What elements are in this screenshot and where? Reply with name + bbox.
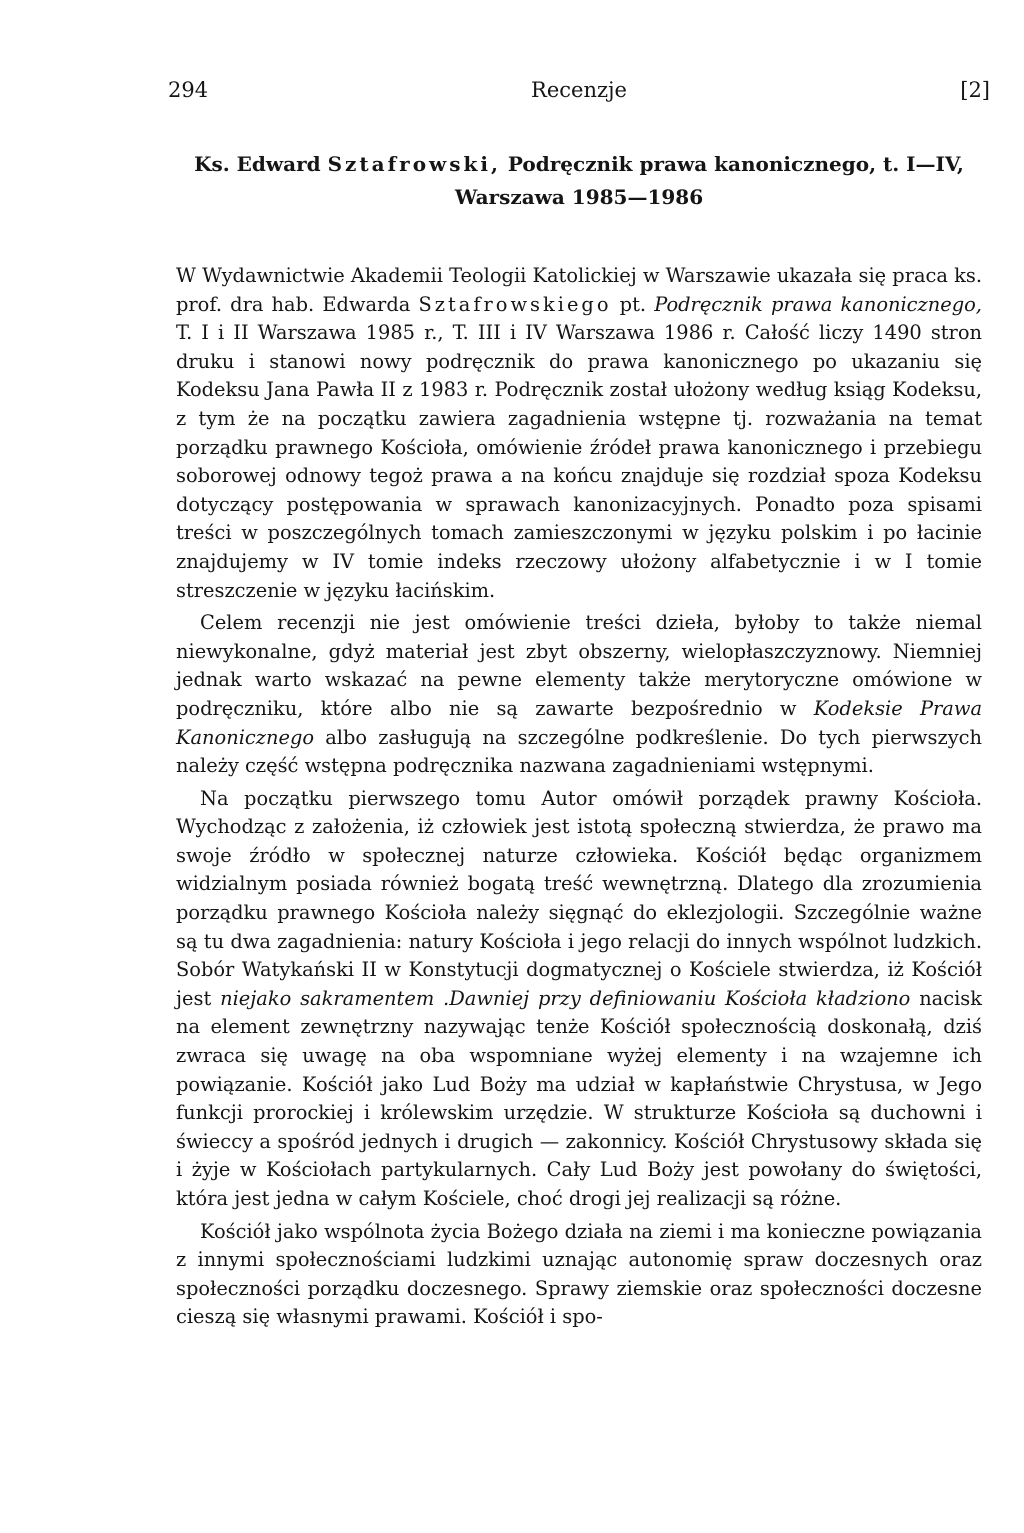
header-bracket: [2] (960, 78, 990, 102)
paragraph-4 (176, 1218, 982, 1332)
p3-text-b: nacisk na element zewnętrzny nazywając tenże Kościół społecznością doskonałą, dziś zwraca się uwagę na oba wspomniane wyżej elementy i na wzajemne ich powiązanie. Kościół jako Lud Boży ma udział w kapłaństwie Chrystusa, w Jego funkcji prorockiej i królewskim urzędzie. W strukturze Kościoła są duchowni i świeccy a spośród jednych i drugich — zakonnicy. Kościół Chrystusowy składa się i żyje w Kościołach partykularnych. Cały Lud Boży jest powołany do świętości, która jest jedna w całym Kościele, choć drogi jej realizacji są różne. (176, 986, 982, 1210)
review-body (176, 148, 982, 1332)
p1-book-title: Podręcznik prawa kanonicznego, (654, 292, 982, 316)
running-head (168, 78, 990, 114)
p1-text-c: T. I i II Warszawa 1985 r., T. III i IV Warszawa 1986 r. Całość liczy 1490 stron druku i stanowi nowy podręcznik do prawa kanonicznego po ukazaniu się Kodeksu Jana Pawła II z 1983 r. Podręcznik został ułożony według ksiąg Kodeksu, z tym że na początku zawiera zagadnienia wstępne tj. rozważania na temat porządku prawnego Kościoła, omówienie źródeł prawa kanonicznego i przebiegu soborowej odnowy tegoż prawa a na końcu znajduje się rozdział spoza Kodeksu dotyczący postępowania w sprawach kanonizacyjnych. Ponadto poza spisami treści w poszczególnych tomach zamieszczonymi w języku polskim i po łacinie znajdujemy w IV tomie indeks rzeczowy ułożony alfabetycznie i w I tomie streszczenie w języku łacińskim. (176, 321, 982, 602)
p1-text-b: pt. (619, 292, 647, 316)
title-line-2: Warszawa 1985—1986 (454, 185, 704, 209)
paragraph-2 (176, 609, 982, 781)
author-prefix: Ks. Edward (194, 152, 321, 176)
p1-text-a: W Wydawnictwie Akademii Teologii Katolickiej w Warszawie ukazała się praca ks. prof. dra hab. Edwarda (176, 264, 982, 316)
work-title: Podręcznik prawa kanonicznego, t. I—IV, (507, 152, 964, 176)
review-title (176, 148, 982, 214)
p3-text-a: Na początku pierwszego tomu Autor omówił porządek prawny Kościoła. Wychodząc z założenia, iż człowiek jest istotą społeczną stwierdza, że prawo ma swoje źródło w społecznej naturze człowieka. Kościół będąc organizmem widzialnym posiada również bogatą treść wewnętrzną. Dlatego dla zrozumienia porządku prawnego Kościoła należy sięgnąć do eklezjologii. Szczególnie ważne są tu dwa zagadnienia: natury Kościoła i jego relacji do innych wspólnot ludzkich. Sobór Watykański II w Konstytucji dogmatycznej o Kościele stwierdza, iż Kościół jest (176, 786, 982, 1010)
p4-text: Kościół jako wspólnota życia Bożego działa na ziemi i ma konieczne powiązania z innymi społecznościami ludzkimi uznając autonomię spraw doczesnych oraz społeczności porządku doczesnego. Sprawy ziemskie oraz społeczności doczesne cieszą się własnymi prawami. Kościół i spo- (176, 1219, 982, 1329)
paragraph-3 (176, 785, 982, 1214)
p1-author-spaced: Sztafrowskiego (418, 292, 612, 316)
section-title: Recenzje (531, 78, 627, 102)
p2-code-title: Kodeksie Prawa Kanonicznego (176, 696, 983, 749)
p3-italic-phrase: niejako sakramentem .Dawniej przy definiowaniu Kościoła kładziono (220, 986, 911, 1010)
page-number: 294 (168, 78, 209, 102)
author-surname: Sztafrowski, (327, 152, 501, 176)
title-line-1 (176, 148, 982, 181)
paragraph-1 (176, 262, 982, 605)
p2-text-a: Celem recenzji nie jest omówienie treści dzieła, byłoby to także niemal niewykonalne, gdyż materiał jest zbyt obszerny, wielopłaszczyznowy. Niemniej jednak warto wskazać na pewne elementy także merytoryczne omówione w podręczniku, które albo nie są zawarte bezpośrednio w (176, 611, 982, 720)
p2-text-b: albo zasługują na szczególne podkreślenie. Do tych pierwszych należy część wstępna podręcznika nazwana zagadnieniami wstępnymi. (176, 725, 982, 778)
